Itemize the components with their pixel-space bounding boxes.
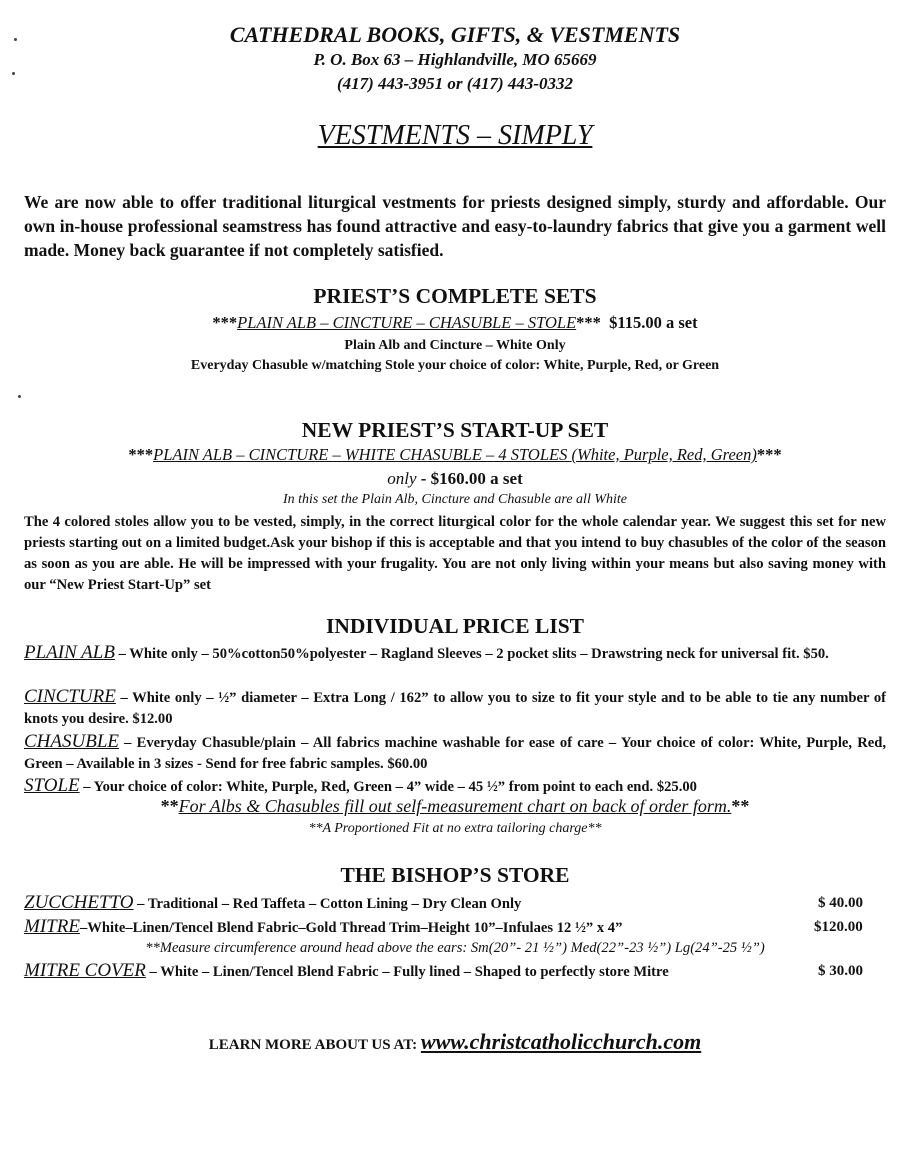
mitre-measure-note: **Measure circumference around head above the ears: Sm(20”- 21 ½”) Med(22”-23 ½”) Lg(24”-25 ½”) <box>145 940 765 956</box>
stars: *** <box>212 313 238 332</box>
startup-set-items: PLAIN ALB – CINCTURE – WHITE CHASUBLE – 4 STOLES (White, Purple, Red, Green) <box>153 445 757 464</box>
page-title: VESTMENTS – SIMPLY <box>317 120 593 151</box>
item-desc: – Traditional – Red Taffeta – Cotton Lining – Dry Clean Only <box>133 896 522 912</box>
item-name: ZUCCHETTO <box>24 892 134 913</box>
bishops-store-heading: THE BISHOP’S STORE <box>340 863 570 887</box>
item-name: STOLE <box>24 775 80 796</box>
stars: *** <box>756 445 782 464</box>
intro-paragraph: We are now able to offer traditional liturgical vestments for priests designed simply, sturdy and affordable. Our own in-house professional seamstress has found attractive and easy-to-laundry fabrics that give you a garment well made. Money back guarantee if not completely satisfied. <box>24 192 886 260</box>
complete-sets-note1: Plain Alb and Cincture – White Only <box>344 338 566 353</box>
startup-set-price: - $160.00 a set <box>416 469 523 488</box>
item-desc: – Your choice of color: White, Purple, Red, Green – 4” wide – 45 ½” from point to each end. $25.00 <box>79 779 697 795</box>
store-item-zucchetto <box>24 892 521 914</box>
store-price: $120.00 <box>814 919 863 935</box>
startup-set-price-line <box>0 469 910 489</box>
complete-sets-price: $115.00 a set <box>609 313 698 332</box>
stars: ** <box>731 796 750 816</box>
startup-set-only: only <box>387 469 417 488</box>
complete-sets-line <box>0 313 910 333</box>
price-item-alb <box>24 642 886 665</box>
item-desc: – White only – ½” diameter – Extra Long / 162” to allow you to size to fit your style and to be able to tie any number of knots you desire. $12.00 <box>24 690 886 727</box>
company-phones: (417) 443-3951 or (417) 443-0332 <box>336 74 574 93</box>
item-desc: – White – Linen/Tencel Blend Fabric – Fully lined – Shaped to perfectly store Mitre <box>145 964 669 980</box>
item-name: CINCTURE <box>24 686 116 707</box>
startup-set-heading: NEW PRIEST’S START-UP SET <box>301 418 609 442</box>
price-item-chasuble <box>24 731 886 775</box>
complete-sets-heading: PRIEST’S COMPLETE SETS <box>313 284 597 308</box>
item-name: MITRE <box>24 916 80 937</box>
price-list-heading: INDIVIDUAL PRICE LIST <box>325 614 585 638</box>
store-item-mitre <box>24 916 622 938</box>
footer-label: LEARN MORE ABOUT US AT: <box>208 1037 421 1053</box>
price-item-cincture <box>24 686 886 730</box>
website-link[interactable]: www.christcatholicchurch.com <box>420 1029 702 1054</box>
complete-sets-note2: Everyday Chasuble w/matching Stole your choice of color: White, Purple, Red, or Green <box>190 358 720 373</box>
measurement-note-line <box>0 796 910 817</box>
complete-sets-items: PLAIN ALB – CINCTURE – CHASUBLE – STOLE <box>237 313 577 332</box>
stars: *** <box>128 445 154 464</box>
startup-set-line <box>0 445 910 465</box>
startup-set-paragraph: The 4 colored stoles allow you to be vested, simply, in the correct liturgical color for the whole calendar year. We suggest this set for new priests starting out on a limited budget.Ask your bishop if this is acceptable and that you intend to buy chasubles of the color of the season as soon as you are able. He will be impressed with your frugality. You are not only living within your means but also saving money with our “New Priest Start-Up” set <box>24 514 886 593</box>
scan-speck <box>18 395 21 398</box>
stars: *** <box>576 313 601 332</box>
store-price: $ 30.00 <box>818 963 863 979</box>
price-item-stole <box>24 775 886 798</box>
company-address: P. O. Box 63 – Highlandville, MO 65669 <box>313 50 597 69</box>
footer <box>0 1029 910 1055</box>
store-price: $ 40.00 <box>818 895 863 911</box>
company-name: CATHEDRAL BOOKS, GIFTS, & VESTMENTS <box>229 22 681 47</box>
item-desc: – Everyday Chasuble/plain – All fabrics machine washable for ease of care – Your choice of color: White, Purple, Red, Green – Available in 3 sizes - Send for free fabric samples. $60.00 <box>24 735 886 772</box>
item-name: PLAIN ALB <box>24 642 115 663</box>
fit-note: **A Proportioned Fit at no extra tailoring charge** <box>308 821 602 836</box>
measurement-note: For Albs & Chasubles fill out self-measurement chart on back of order form. <box>178 796 732 816</box>
startup-set-note: In this set the Plain Alb, Cincture and Chasuble are all White <box>282 492 627 507</box>
store-item-mitre-cover <box>24 960 669 982</box>
item-desc: –White–Linen/Tencel Blend Fabric–Gold Thread Trim–Height 10”–Infulaes 12 ½” x 4” <box>79 920 623 936</box>
item-desc: – White only – 50%cotton50%polyester – Ragland Sleeves – 2 pocket slits – Drawstring neck for universal fit. $50. <box>114 646 829 662</box>
stars: ** <box>160 796 179 816</box>
item-name: MITRE COVER <box>24 960 146 981</box>
item-name: CHASUBLE <box>24 731 119 752</box>
